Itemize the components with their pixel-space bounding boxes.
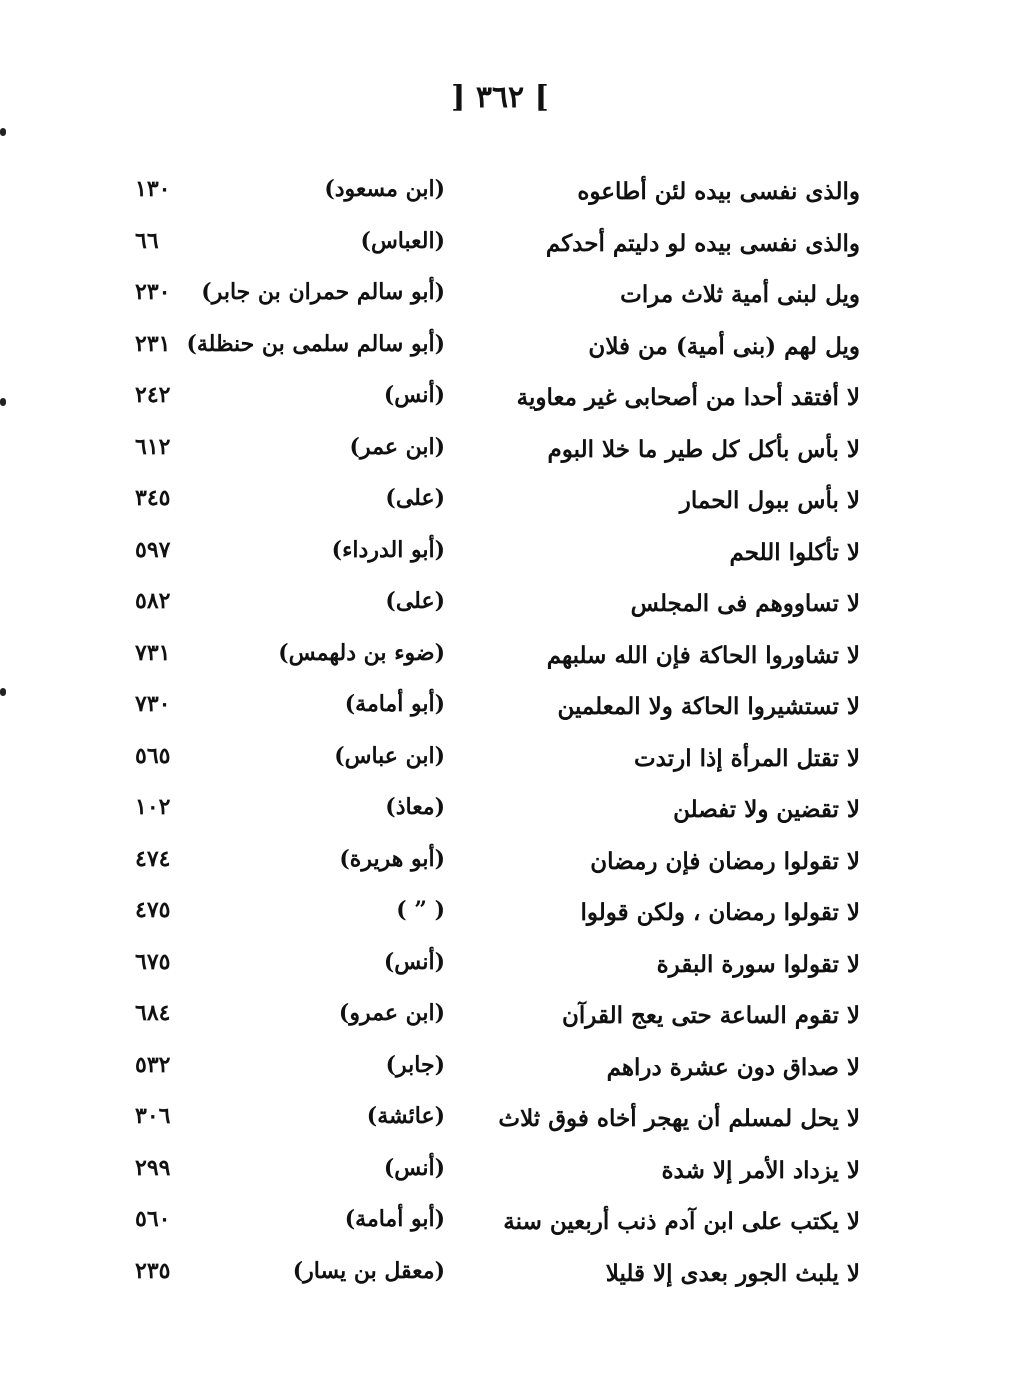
index-entry [120,994,860,1046]
narrator: (عائشة) [366,1103,445,1129]
narrator: (ابن عمرو) [338,1000,445,1026]
narrator: (أنس) [383,1154,445,1181]
page-reference: ٥٦٥ [135,742,171,769]
index-entry [120,325,860,377]
narrator: (جابر) [385,1051,445,1078]
page-reference: ٦١٢ [135,433,171,460]
hadith-text: ويل لبنى أمية ثلاث مرات [620,281,860,308]
hadith-text: ويل لهم (بنى أمية) من فلان [588,332,860,360]
page-reference: ٥٣٢ [135,1051,171,1078]
narrator: ( ” ) [396,897,445,923]
hadith-text: لا يزداد الأمر إلا شدة [661,1156,860,1184]
index-entry [120,222,860,274]
hadith-text: لا صداق دون عشرة دراهم [606,1053,860,1081]
page-reference: ٣٤٥ [135,485,171,511]
page-reference: ٢٣١ [135,330,171,357]
narrator: (معاذ) [385,794,445,820]
index-entry [120,531,860,583]
hadith-text: لا تقولوا رمضان فإن رمضان [590,847,860,875]
hadith-text: لا تقولوا رمضان ، ولكن قولوا [580,899,860,926]
hadith-text: لا يلبث الجور بعدى إلا قليلا [605,1259,860,1287]
page-reference: ٢٣٥ [135,1257,171,1284]
hadith-text: لا بأس ببول الحمار [679,487,860,514]
index-entry [120,428,860,480]
narrator: (أبو أمامة) [344,691,445,717]
page-reference: ٢٣٠ [135,279,171,305]
hadith-text: والذى نفسى بيده لئن أطاعوه [577,178,860,205]
index-entry [120,634,860,686]
page-reference: ٦٨٤ [135,1000,171,1026]
page-number [0,80,1000,115]
page-reference: ٥٦٠ [135,1206,171,1232]
narrator: (أبو سالم حمران بن جابر) [201,279,445,305]
right-bracket: [ [451,80,466,115]
narrator: (على) [385,485,445,511]
hadith-text: لا تقوم الساعة حتى يعج القرآن [562,1002,860,1029]
narrator: (أبو هريرة) [339,845,445,872]
narrator: (أنس) [383,382,445,408]
page-reference: ٤٧٥ [135,897,171,923]
index-entry [120,273,860,325]
hadith-text: لا تقولوا سورة البقرة [656,950,860,978]
hadith-text: لا أفتقد أحدا من أصحابى غير معاوية [516,384,860,411]
index-entry [120,1046,860,1098]
left-bracket: ] [534,80,549,115]
page-reference: ٦٧٥ [135,948,171,975]
page-reference: ١٣٠ [135,176,171,202]
hadith-text: لا بأس بأكل كل طير ما خلا البوم [547,435,860,463]
margin-mark [0,688,6,696]
hadith-text: لا يحل لمسلم أن يهجر أخاه فوق ثلاث [498,1105,860,1132]
index-entry [120,1097,860,1149]
index-entry [120,685,860,737]
index-entry [120,891,860,943]
index-entry [120,788,860,840]
narrator: (ابن مسعود) [324,176,445,202]
narrator: (ضوء بن دلهمس) [278,639,445,666]
hadith-text: لا تساووهم فى المجلس [630,590,860,617]
page-reference: ٤٧٤ [135,845,171,872]
margin-mark [0,128,6,136]
narrator: (العباس) [360,227,445,254]
narrator: (أبو أمامة) [344,1206,445,1232]
page-reference: ١٠٢ [135,794,171,820]
narrator: (معقل بن يسار) [292,1257,445,1284]
narrator: (أبو الدرداء) [331,536,445,563]
index-entry [120,943,860,995]
narrator: (على) [385,588,445,614]
index-entry [120,840,860,892]
index-entry [120,737,860,789]
margin-mark [0,398,6,406]
hadith-text: لا تقضين ولا تفصلن [673,796,860,823]
hadith-text: لا يكتب على ابن آدم ذنب أربعين سنة [503,1208,860,1235]
page-reference: ٥٨٢ [135,588,171,614]
hadith-text: لا تشاوروا الحاكة فإن الله سلبهم [546,641,860,669]
page-reference: ٣٠٦ [135,1103,171,1129]
hadith-text: والذى نفسى بيده لو دليتم أحدكم [545,229,860,257]
narrator: (أبو سالم سلمى بن حنظلة) [186,330,445,357]
page-reference: ٢٩٩ [135,1154,171,1181]
index-entry [120,376,860,428]
index-entry [120,1200,860,1252]
index-entry [120,582,860,634]
hadith-text: لا تقتل المرأة إذا ارتدت [633,744,860,772]
page-number-value: ٣٦٢ [475,80,525,115]
index-entry [120,479,860,531]
narrator: (ابن عباس) [334,742,445,769]
page-reference: ٧٣٠ [135,691,171,717]
page-reference: ٧٣١ [135,639,171,666]
index-entry [120,1149,860,1201]
hadith-text: لا تأكلوا اللحم [729,538,860,566]
page-reference: ٦٦ [135,227,159,254]
index-entry [120,170,860,222]
page-reference: ٢٤٢ [135,382,171,408]
hadith-index-list [120,170,860,1303]
page-reference: ٥٩٧ [135,536,171,563]
hadith-text: لا تستشيروا الحاكة ولا المعلمين [557,693,860,720]
narrator: (أنس) [383,948,445,975]
index-entry [120,1252,860,1304]
narrator: (ابن عمر) [349,433,445,460]
